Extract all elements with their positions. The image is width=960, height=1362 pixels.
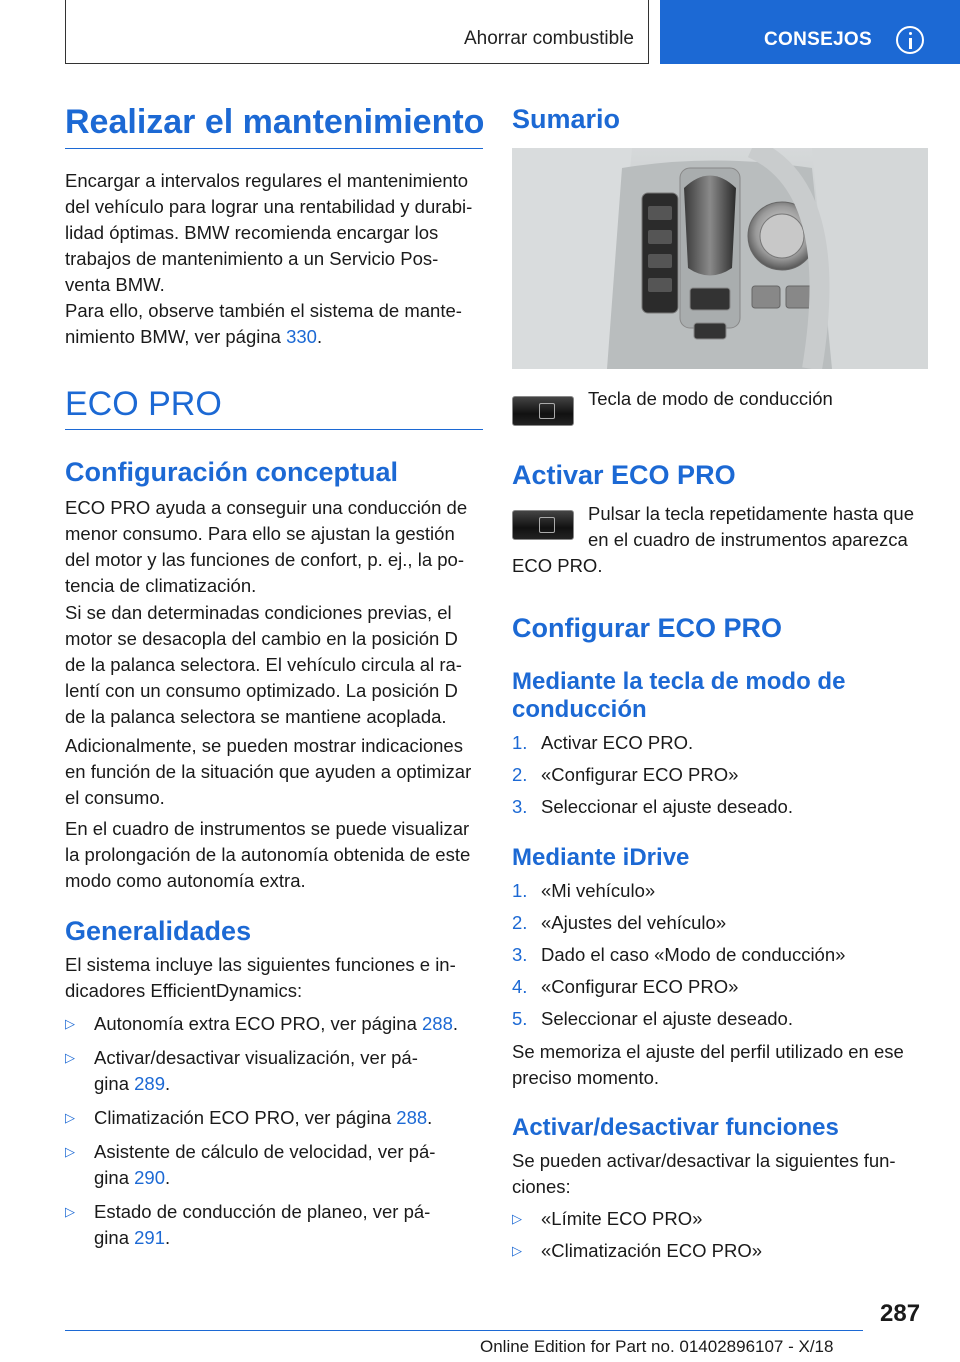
text-fragment: . bbox=[427, 1107, 433, 1128]
text-fragment: Autonomía extra ECO PRO, ver página bbox=[94, 1013, 423, 1034]
key-method-heading-line-1: Mediante la tecla de modo de bbox=[512, 668, 846, 695]
text-line: ciones: bbox=[512, 1176, 571, 1197]
text-fragment: . bbox=[165, 1227, 171, 1248]
step-number: 5. bbox=[512, 1008, 528, 1029]
triangle-bullet-icon: ▷ bbox=[65, 1110, 75, 1125]
text-line: Asistente de cálculo de velocidad, ver pá- bbox=[94, 1141, 436, 1162]
functions-heading: Activar/desactivar funciones bbox=[512, 1114, 839, 1141]
footer-rule bbox=[65, 1330, 863, 1331]
general-paragraph bbox=[65, 952, 483, 1004]
text-line: Se memoriza el ajuste del perfil utilizado en ese bbox=[512, 1041, 904, 1062]
configure-heading: Configurar ECO PRO bbox=[512, 613, 783, 643]
step-text: «Mi vehículo» bbox=[541, 880, 656, 901]
summary-heading: Sumario bbox=[512, 104, 621, 134]
text-line: ECO PRO ayuda a conseguir una conducción de bbox=[65, 497, 468, 518]
list-item-text bbox=[94, 1105, 432, 1131]
text-line: de la palanca selectora. El vehículo circula al ra- bbox=[65, 654, 462, 675]
edition-footer: Online Edition for Part no. 01402896107 - X/18 bbox=[480, 1337, 834, 1356]
step-number: 1. bbox=[512, 880, 528, 901]
step-number: 1. bbox=[512, 732, 528, 753]
text-line: de la palanca selectora se mantiene acoplada. bbox=[65, 706, 447, 727]
list-item-text bbox=[94, 1011, 458, 1037]
text-line: el consumo. bbox=[65, 787, 165, 808]
concept-paragraph-3 bbox=[65, 733, 483, 811]
step-number: 3. bbox=[512, 796, 528, 817]
text-fragment: . bbox=[165, 1167, 171, 1188]
activate-line-3: ECO PRO. bbox=[512, 555, 603, 576]
center-console-photo bbox=[512, 148, 928, 369]
page-link-288[interactable]: 288 bbox=[422, 1013, 453, 1034]
center-console-illustration bbox=[512, 148, 928, 369]
text-line: lidad óptimas. BMW recomienda encargar los bbox=[65, 222, 439, 243]
maintenance-title: Realizar el mantenimiento bbox=[65, 103, 485, 141]
text-fragment: Climatización ECO PRO, ver página bbox=[94, 1107, 397, 1128]
text-fragment: . bbox=[316, 326, 323, 347]
concept-paragraph-2 bbox=[65, 600, 483, 730]
text-line: Encargar a intervalos regulares el mantenimiento bbox=[65, 170, 469, 191]
text-line: tencia de climatización. bbox=[65, 575, 257, 596]
maintenance-intro bbox=[65, 168, 483, 298]
triangle-bullet-icon: ▷ bbox=[512, 1243, 522, 1258]
page-link-330[interactable]: 330 bbox=[286, 326, 317, 347]
text-fragment: nimiento BMW, ver página bbox=[65, 326, 287, 347]
triangle-bullet-icon: ▷ bbox=[65, 1204, 75, 1219]
driving-mode-button-icon bbox=[512, 396, 574, 426]
idrive-heading: Mediante iDrive bbox=[512, 844, 690, 871]
photo-caption: Tecla de modo de conducción bbox=[588, 388, 833, 409]
triangle-bullet-icon: ▷ bbox=[65, 1016, 75, 1031]
text-line: Activar/desactivar visualización, ver pá- bbox=[94, 1047, 418, 1068]
step-number: 2. bbox=[512, 764, 528, 785]
text-line: El sistema incluye las siguientes funciones e in- bbox=[65, 954, 456, 975]
eco-rule bbox=[65, 429, 483, 430]
header-chapter-tab[interactable] bbox=[660, 0, 960, 64]
page-link-289[interactable]: 289 bbox=[134, 1073, 165, 1094]
list-item-text: «Límite ECO PRO» bbox=[541, 1208, 703, 1229]
text-line: Estado de conducción de planeo, ver pá- bbox=[94, 1201, 431, 1222]
text-line: Para ello, observe también el sistema de mante- bbox=[65, 300, 462, 321]
functions-paragraph bbox=[512, 1148, 932, 1200]
step-number: 2. bbox=[512, 912, 528, 933]
text-line: Adicionalmente, se pueden mostrar indicaciones bbox=[65, 735, 463, 756]
text-line: del motor y las funciones de confort, p. ej., la po- bbox=[65, 549, 464, 570]
list-item-text bbox=[94, 1139, 435, 1191]
text-line: Se pueden activar/desactivar la siguientes fun- bbox=[512, 1150, 896, 1171]
text-line: modo como autonomía extra. bbox=[65, 870, 306, 891]
text-line bbox=[94, 1225, 430, 1251]
step-text: «Configurar ECO PRO» bbox=[541, 976, 739, 997]
text-line bbox=[65, 324, 483, 350]
text-line bbox=[94, 1165, 435, 1191]
text-fragment: gina bbox=[94, 1073, 135, 1094]
title-rule bbox=[65, 148, 483, 149]
text-line: Si se dan determinadas condiciones previas, el bbox=[65, 602, 452, 623]
triangle-bullet-icon: ▷ bbox=[512, 1211, 522, 1226]
maintenance-reference bbox=[65, 298, 483, 350]
page-link-291[interactable]: 291 bbox=[134, 1227, 165, 1248]
text-line: En el cuadro de instrumentos se puede visualizar bbox=[65, 818, 470, 839]
triangle-bullet-icon: ▷ bbox=[65, 1050, 75, 1065]
step-number: 4. bbox=[512, 976, 528, 997]
step-text: Dado el caso «Modo de conducción» bbox=[541, 944, 846, 965]
info-icon bbox=[896, 26, 924, 54]
step-text: Seleccionar el ajuste deseado. bbox=[541, 1008, 793, 1029]
text-line: del vehículo para lograr una rentabilidad y durabi- bbox=[65, 196, 473, 217]
list-item-text bbox=[94, 1045, 418, 1097]
text-line: lentí con un consumo optimizado. La posición D bbox=[65, 680, 458, 701]
page-link-290[interactable]: 290 bbox=[134, 1167, 165, 1188]
step-text: Seleccionar el ajuste deseado. bbox=[541, 796, 793, 817]
driving-mode-button-icon bbox=[512, 510, 574, 540]
text-fragment: . bbox=[452, 1013, 459, 1034]
text-fragment: . bbox=[165, 1073, 171, 1094]
page-number: 287 bbox=[880, 1300, 921, 1327]
key-method-heading-line-2: conducción bbox=[512, 696, 647, 723]
text-line: en función de la situación que ayuden a optimizar bbox=[65, 761, 472, 782]
text-fragment: gina bbox=[94, 1227, 135, 1248]
text-line bbox=[94, 1071, 418, 1097]
header-chapter-label: CONSEJOS bbox=[764, 29, 872, 50]
activate-line-2: en el cuadro de instrumentos aparezca bbox=[588, 529, 908, 550]
step-text: Activar ECO PRO. bbox=[541, 732, 694, 753]
header-section-tab bbox=[65, 0, 649, 64]
header-section-title: Ahorrar combustible bbox=[463, 28, 634, 49]
activate-heading: Activar ECO PRO bbox=[512, 460, 736, 490]
concept-paragraph-1 bbox=[65, 495, 483, 599]
step-text: «Configurar ECO PRO» bbox=[541, 764, 739, 785]
activate-line-1: Pulsar la tecla repetidamente hasta que bbox=[588, 503, 915, 524]
text-line: motor se desacopla del cambio en la posición D bbox=[65, 628, 458, 649]
step-text: «Ajustes del vehículo» bbox=[541, 912, 727, 933]
text-line: trabajos de mantenimiento a un Servicio Pos- bbox=[65, 248, 439, 269]
page-link-288[interactable]: 288 bbox=[396, 1107, 428, 1128]
text-line: la prolongación de la autonomía obtenida de este bbox=[65, 844, 471, 865]
concept-paragraph-4 bbox=[65, 816, 483, 894]
list-item-text: «Climatización ECO PRO» bbox=[541, 1240, 763, 1261]
list-item-text bbox=[94, 1199, 430, 1251]
step-number: 3. bbox=[512, 944, 528, 965]
eco-pro-title: ECO PRO bbox=[65, 385, 222, 423]
text-line: menor consumo. Para ello se ajustan la gestión bbox=[65, 523, 455, 544]
memo-paragraph bbox=[512, 1039, 932, 1091]
text-line: venta BMW. bbox=[65, 274, 165, 295]
text-fragment: gina bbox=[94, 1167, 135, 1188]
general-heading: Generalidades bbox=[65, 916, 252, 946]
triangle-bullet-icon: ▷ bbox=[65, 1144, 75, 1159]
text-line: dicadores EfficientDynamics: bbox=[65, 980, 303, 1001]
text-line: preciso momento. bbox=[512, 1067, 660, 1088]
concept-heading: Configuración conceptual bbox=[65, 457, 399, 487]
